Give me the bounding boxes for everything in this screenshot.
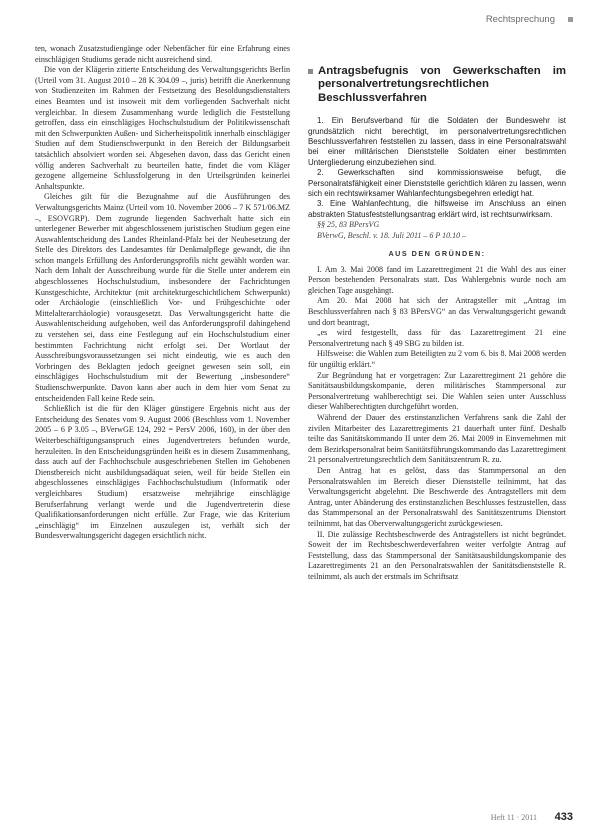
page-number: 433 — [554, 811, 573, 823]
body-paragraph: Zur Begründung hat er vorgetragen: Zur Lazarettregiment 21 gehöre die Sanitätsausbildungskompanie, deren militärisches Stammpersonal zur Personalvertretung wahlberechtigt sei. Die Wahlen seien unter Ausschluss dieser Wahlberechtigten durchgeführt worden. — [308, 370, 566, 412]
body-paragraph: Hilfsweise: die Wahlen zum Beteiligten zu 2 vom 6. bis 8. Mai 2008 werden für ungültig erklärt.“ — [308, 349, 566, 370]
section-square-marker — [308, 69, 313, 74]
body-paragraph: Die von der Klägerin zitierte Entscheidung des Verwaltungsgerichts Berlin (Urteil vom 31. August 2010 – 28 K 304.09 –, juris) betrifft die Anerkennung von Studienzeiten im Rahmen der Festsetzung des Besoldungsdienstalters eines Beamten und ist insoweit mit dem vorliegenden Sachverhalt nicht vergleichbar. In diesem Zusammenhang wurde lediglich die Feststellung getroffen, dass ein einschlägiges Hochschulstudium der Politikwissenschaft mit den Schwerpunkten Außen- und Sicherheitspolitik innerhalb einschlägiger Studien auf dem Studienschwerpunkt in den Bereich der Bildungsarbeit tatsächlich absolviert worden sei. Abgesehen davon, dass das Gericht einen völlig anderen Sachverhalt zu beurteilen hatte, findet die vom Kläger gezogene allgemeine Schlussfolgerung in den Urteilsgründen keinerlei Anhaltspunkte. — [35, 65, 290, 191]
body-paragraph: Am 20. Mai 2008 hat sich der Antragsteller mit „Antrag im Beschlussverfahren nach § 83 BPersVG“ an das Verwaltungsgericht gewandt und dort beantragt, — [308, 296, 566, 327]
page-footer — [0, 811, 601, 825]
header-square-marker — [568, 17, 573, 22]
running-title: Rechtsprechung — [485, 14, 555, 25]
case-citation: BVerwG, Beschl. v. 18. Juli 2011 – 6 P 10.10 – — [317, 230, 467, 240]
body-paragraph: Den Antrag hat es gelöst, dass das Stammpersonal an den Personalratswahlen im Bereich dieser Dienststelle teilnimmt, hat das Verwaltungsgericht abgelehnt. Die Beschwerde des Antragstellers mit dem Antrag, unter Abänderung des erstinstanzlichen Beschlusses festzustellen, dass das Stammpersonal an der Personalratswahl des Sanitätszentrums Dienstort teilnimmt, hat das Oberverwaltungsgericht zurückgewiesen. — [308, 465, 566, 528]
body-paragraph: „es wird festgestellt, dass für das Lazarettregiment 21 eine Personalvertretung nach § 49 SBG zu bilden ist. — [308, 328, 566, 348]
page-header — [0, 14, 601, 30]
body-paragraph: Schließlich ist die für den Kläger günstigere Ergebnis nicht aus der Entscheidung des Senates vom 9. August 2006 (Beschluss vom 1. November 2005 – 6 P 3.05 –, BVerwGE 124, 292 = PersV 2006, 160), in der über den Weiterbeschäftigungsanspruch eines Jugendvertreters befunden wurde, herzuleiten. In den Entscheidungsgründen heißt es in diesem Zusammenhang, dass auch auf der Fachhochschule ausgeschriebenen Stellen im Gehobenen Dienstbereich nicht ausbildungsadäquat seien, weil für beide Stellen ein abgeschlossenes einschlägiges Fachhochschulstudium (Informatik oder vergleichbares Studium) ersatzweise mehrjährige einschlägige Berufserfahrung verlangt werde und die Jugendvertreterin diese Qualifikationsanforderungen nicht erfülle. Zur Frage, wie das Kriterium „einschlägig“ im Einzelnen auszulegen ist, verhält sich der Bundesverwaltungsgericht dagegen ersichtlich nicht. — [35, 404, 290, 541]
leitsatz: 2. Gewerkschaften sind kommissionsweise befugt, die Personalratsfähigkeit einer Dienststelle gerichtlich klären zu lassen, wenn sich ein rechtswirksamer Wahlanfechtungsbegehren erledigt hat. — [308, 168, 566, 199]
cited-norms: §§ 25, 83 BPersVG — [317, 220, 380, 230]
body-paragraph: Gleiches gilt für die Bezugnahme auf die Ausführungen des Verwaltungsgerichts Mainz (Urteil vom 10. November 2006 – 7 K 571/06.MZ –, ESOVGRP). Dem zugrunde liegenden Sachverhalt hatte sich ein unterlegener Bewerber mit abgeschlossenem juristischen Studium gegen eine Auswahlentscheidung des Landes Rheinland-Pfalz bei der Neubesetzung der Stelle des Direktors des Landesamtes für Denkmalpflege gewandt, die ihn schon mangels Erfüllung des Anforderungsprofils nicht gewählt worden war. Nach dem Inhalt der Ausschreibung wurde für die Stelle unter anderem ein abgeschlossenes Hochschulstudium, insbesondere der Fachrichtungen Kunstgeschichte, Architektur (mit architekturgeschichtlichem Schwerpunkt) oder Archäologie (einschließlich Vor- und Frühgeschichte oder Mittelalterarchäologie) vorausgesetzt. Das Verwaltungsgericht hatte die Auswahlentscheidung aufgehoben, weil das Anforderungsprofil dahingehend zu verstehen sei, dass eine Festlegung auf ein Hochschulstudium einer bestimmten Fachrichtung nicht erfolgt sei. Der Wortlaut der Ausschreibungsvoraussetzungen sei nicht eindeutig, wie es auch den Vorbringen des Beklagten jedoch geeignet gewesen sein soll, ein einschlägiges Hochschulstudium mit der Bewertung „insbesondere“ Studienschwerpunkte. Davon kann aber auch in dem hier vom Senat zu entscheidenden Fall keine Rede sein. — [35, 192, 290, 403]
right-column — [308, 44, 566, 583]
body-paragraph: I. Am 3. Mai 2008 fand im Lazarettregiment 21 die Wahl des aus einer Person bestehenden Personalrats statt. Das Wahlergebnis wurde noch am gleichen Tage ausgehängt. — [308, 264, 566, 295]
body-paragraph: II. Die zulässige Rechtsbeschwerde des Antragstellers ist nicht begründet. Soweit der im Rechtsbeschwerdeverfahren weiter verfolgte Antrag auf Feststellung, dass das Stammpersonal der Sanitätsausbildungskompanie des Lazarettregiments 21 an den Personalratswahlen der Sanitätsdienststelle R. teilnimmt, als auch der erstmals im Schriftsatz — [308, 529, 566, 581]
left-column — [35, 44, 290, 542]
body-paragraph: ten, wonach Zusatzstudiengänge oder Nebenfächer für eine Erfahrung eines einschlägigen Studiums gerade nicht ausreichend sind. — [35, 44, 290, 64]
issue-label: Heft 11 · 2011 — [490, 813, 537, 822]
section-title — [308, 65, 566, 105]
section-title-text: Antragsbefugnis von Gewerkschaften im personalvertretungsrechtlichen Beschlussverfahren — [318, 65, 566, 104]
body-paragraph: Während der Dauer des erstinstanzlichen Verfahrens sank die Zahl der zivilen Mitarbeiter des Lazarettregiments 21 dauerhaft unter fünf. Deshalb teilte das Sanitätskommando II unter dem 26. Mai 2009 in Einvernehmen mit dem Bezirkspersonalrat beim Sanitätsführungskommando das Lazarettregiment 21 personalvertretungsrechtlich dem Sanitätszentrum R. zu. — [308, 413, 566, 465]
leitsatz: 3. Eine Wahlanfechtung, die hilfsweise im Anschluss an einen abstrakten Statusfeststellungsantrag erklärt wird, ist rechtsunwirksam. — [308, 199, 566, 219]
grounds-heading: AUS DEN GRÜNDEN: — [388, 249, 486, 259]
leitsatz: 1. Ein Berufsverband für die Soldaten der Bundeswehr ist grundsätzlich nicht berechtigt, im personalvertretungsrechtlichen Beschlussverfahren feststellen zu lassen, dass in eine Personalratswahl bei einer militärischen Dienststelle Soldaten einer bestimmten Untergliederung einzubeziehen sind. — [308, 116, 566, 167]
